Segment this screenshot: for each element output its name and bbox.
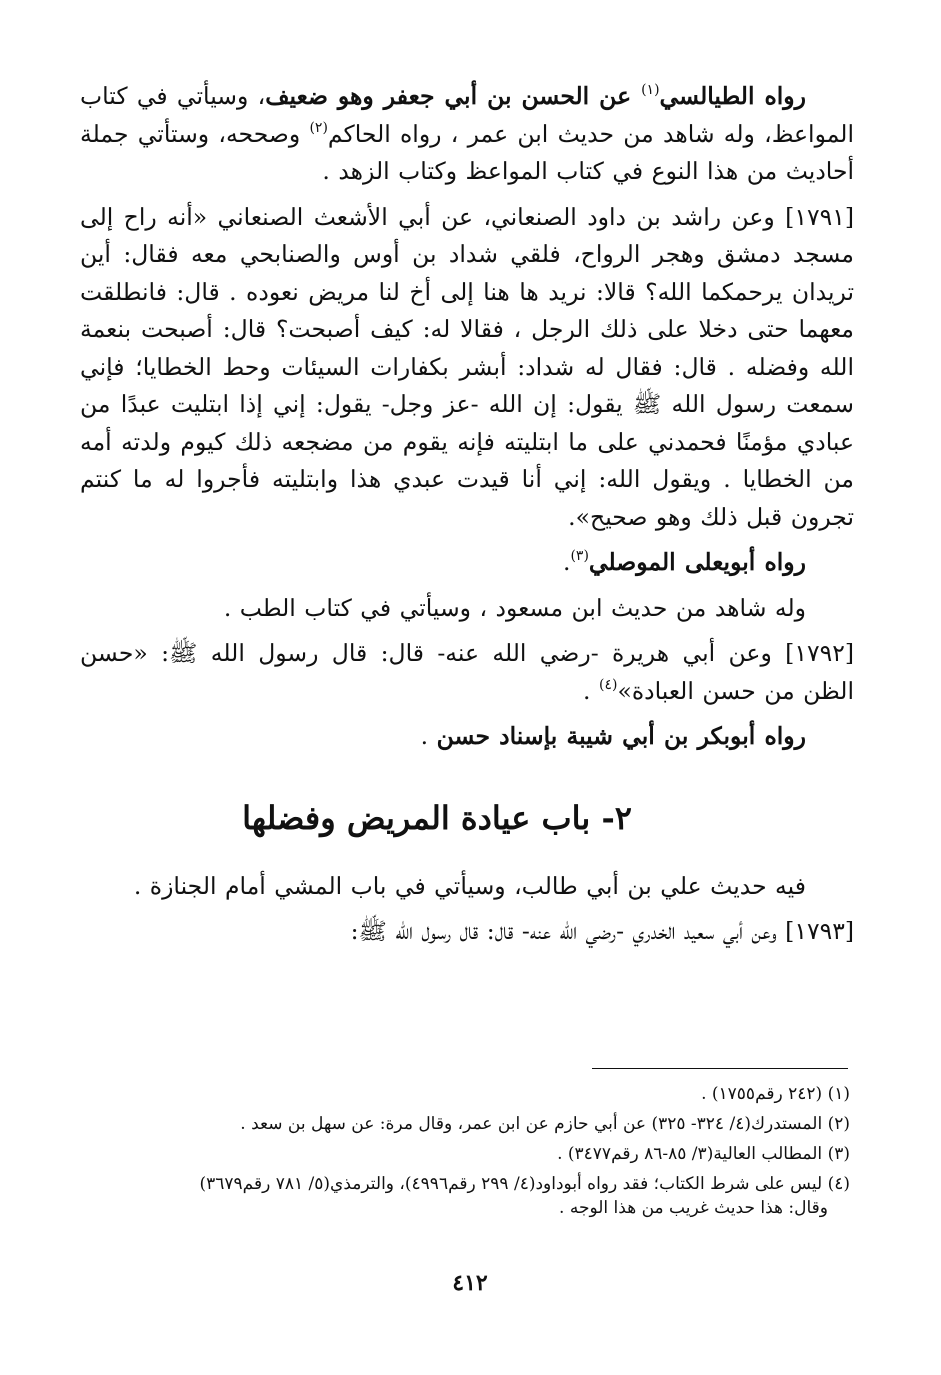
footnote-text: (٢٤٢ رقم١٧٥٥) . (701, 1084, 823, 1104)
text-segment: [١٧٩٢] (771, 639, 854, 667)
text-segment: فيه حديث علي بن أبي طالب، وسيأتي في باب المشي أمام الجنازة . (133, 871, 806, 900)
text-segment: وله شاهد من حديث ابن مسعود ، وسيأتي في كتاب الطب . (223, 593, 806, 622)
text-segment: . (562, 548, 571, 576)
text-segment: رواه أبوبكر بن أبي شيبة بإسناد حسن (436, 722, 806, 750)
text-segment: [١٧٩٣] (776, 917, 854, 945)
footnote-text: المستدرك(٤/ ٣٢٤- ٣٢٥) عن أبي حازم عن ابن عمر، وقال مرة: عن سهل بن سعد . (240, 1114, 823, 1134)
footnote (80, 1110, 850, 1138)
footnote-number: (٢) (822, 1114, 850, 1134)
text-segment: وصححه، وستأتي جملة أحاديث من هذا النوع في كتاب المواعظ وكتاب الزهد . (80, 119, 854, 185)
footnote-marker[interactable]: (٣) (570, 548, 589, 564)
footnote-marker[interactable]: (١) (641, 82, 660, 98)
footnote (80, 1140, 850, 1168)
text-segment: وعن راشد بن داود الصنعاني، عن أبي الأشعث الصنعاني «أنه راح إلى مسجد دمشق وهجر الرواح، فلقي شداد بن أوس والصنابحي معه فقال: أين تريدان يرحمكما الله؟ قالا: نريد ها هنا إلى أخ لنا مريض نعوده . قال: فانطلقت معهما حتى دخلا على ذلك الرجل ، فقالا له: كيف أصبحت؟ قال: أصبحت بنعمة الله وفضله . قال: فقال له شداد: أبشر بكفارات السيئات وحط الخطايا؛ فإني سمعت رسول الله ﷺ يقول: إن الله -عز وجل- يقول: إني إذا ابتليت عبدًا من عبادي مؤمنًا فحمدني على ما ابتليته فإنه يقوم من مضجعه ذلك كيوم ولدته أمه من الخطايا . ويقول الله: إني أنا قيدت عبدي هذا وابتليته فأجروا له ما كنتم تجرون قبل ذلك وهو صحيح». (80, 202, 854, 531)
text-segment: . (420, 722, 437, 750)
paragraph (80, 544, 854, 582)
chapter-text (80, 868, 854, 951)
paragraph (80, 590, 854, 628)
chapter-heading: ٢- باب عيادة المريض وفضلها (242, 798, 632, 837)
text-segment: وعن أبي هريرة -رضي الله عنه- قال: قال رسول الله ﷺ: «حسن الظن من حسن العبادة» (80, 639, 854, 705)
footnote-continuation: وقال: هذا حديث غريب من هذا الوجه . (559, 1198, 828, 1218)
paragraph (80, 913, 854, 951)
paragraph (80, 78, 854, 191)
paragraph (80, 199, 854, 537)
text-segment: ، وسيأتي في كتاب المواعظ، وله شاهد من حديث ابن عمر ، رواه الحاكم (80, 82, 854, 148)
text-segment: عن الحسن بن أبي جعفر وهو ضعيف (265, 82, 642, 110)
footnotes (80, 1078, 850, 1224)
paragraph (80, 868, 854, 906)
page-body (80, 78, 854, 959)
footnote (80, 1170, 850, 1222)
footnote-text: ليس على شرط الكتاب؛ فقد رواه أبوداود(٤/ ٢٩٩ رقم٤٩٩٦)، والترمذي(٥/ ٧٨١ رقم٣٦٧٩) (199, 1174, 823, 1194)
footnote-text: المطالب العالية(٣/ ٨٥-٨٦ رقم٣٤٧٧) . (557, 1144, 823, 1164)
text-segment: وعن أبي سعيد الخدري -رضي الله عنه- قال: قال رسول الله ﷺ: (350, 917, 777, 945)
footnote-marker[interactable]: (٢) (309, 119, 328, 136)
footnote-number: (١) (822, 1084, 850, 1104)
paragraph (80, 635, 854, 710)
paragraph (80, 718, 854, 756)
text-segment: رواه الطيالسي (659, 82, 806, 110)
footnote-divider (592, 1068, 848, 1069)
main-text (80, 78, 854, 756)
footnote-number: (٣) (822, 1144, 850, 1164)
text-segment: رواه أبويعلى الموصلي (588, 548, 806, 576)
text-segment: [١٧٩١] (774, 202, 854, 231)
text-segment: . (583, 676, 599, 705)
footnote-marker[interactable]: (٤) (598, 676, 618, 693)
page-number: ٤١٢ (452, 1270, 488, 1296)
footnote (80, 1080, 850, 1108)
footnote-number: (٤) (822, 1174, 850, 1194)
